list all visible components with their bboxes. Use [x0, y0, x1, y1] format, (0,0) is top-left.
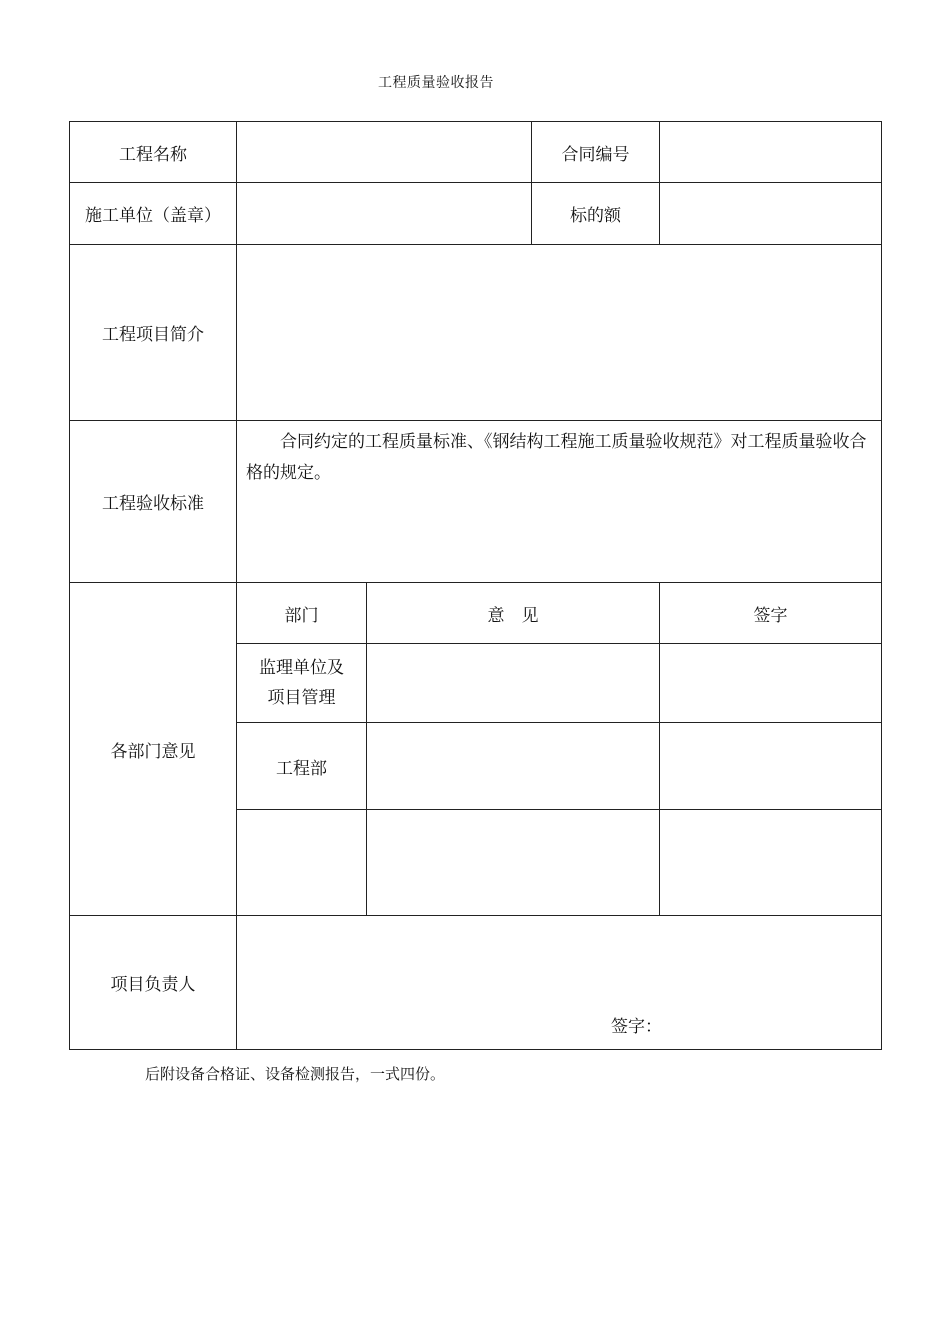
signature-field[interactable]: [660, 810, 882, 916]
project-intro-label: 工程项目简介: [70, 245, 237, 421]
project-lead-label: 项目负责人: [70, 916, 237, 1050]
contractor-field[interactable]: [237, 183, 532, 245]
dept-header-row: [70, 583, 882, 644]
dept-opinions-label: 各部门意见: [70, 583, 237, 916]
dept-header-department: 部门: [237, 583, 367, 644]
opinion-field[interactable]: [367, 644, 660, 723]
project-intro-field[interactable]: [237, 245, 882, 421]
dept-name-supervision: 监理单位及 项目管理: [237, 644, 367, 723]
contractor-row: [70, 183, 882, 245]
dept-name-engineering: 工程部: [237, 723, 367, 810]
signature-field[interactable]: [660, 644, 882, 723]
project-lead-sign-area[interactable]: [237, 916, 882, 1050]
dept-header-opinion: 意 见: [367, 583, 660, 644]
project-name-row: [70, 122, 882, 183]
project-name-label: 工程名称: [70, 122, 237, 183]
dept-name-field[interactable]: [237, 810, 367, 916]
acceptance-report-form: [69, 121, 882, 1050]
acceptance-standard-text: 合同约定的工程质量标准、《钢结构工程施工质量验收规范》对工程质量验收合格的规定。: [237, 421, 882, 583]
acceptance-standard-label: 工程验收标准: [70, 421, 237, 583]
bid-amount-label: 标的额: [532, 183, 660, 245]
signature-field[interactable]: [660, 723, 882, 810]
project-intro-row: [70, 245, 882, 421]
contract-no-label: 合同编号: [532, 122, 660, 183]
bid-amount-field[interactable]: [660, 183, 882, 245]
contractor-label: 施工单位（盖章）: [70, 183, 237, 245]
document-title: 工程质量验收报告: [378, 75, 494, 91]
dept-header-signature: 签字: [660, 583, 882, 644]
contract-no-field[interactable]: [660, 122, 882, 183]
footnote: 后附设备合格证、设备检测报告，一式四份。: [145, 1065, 446, 1083]
project-lead-sign-label: 签字：: [611, 1017, 662, 1037]
project-lead-row: [70, 916, 882, 1050]
project-name-field[interactable]: [237, 122, 532, 183]
opinion-field[interactable]: [367, 723, 660, 810]
acceptance-standard-row: [70, 421, 882, 583]
opinion-field[interactable]: [367, 810, 660, 916]
